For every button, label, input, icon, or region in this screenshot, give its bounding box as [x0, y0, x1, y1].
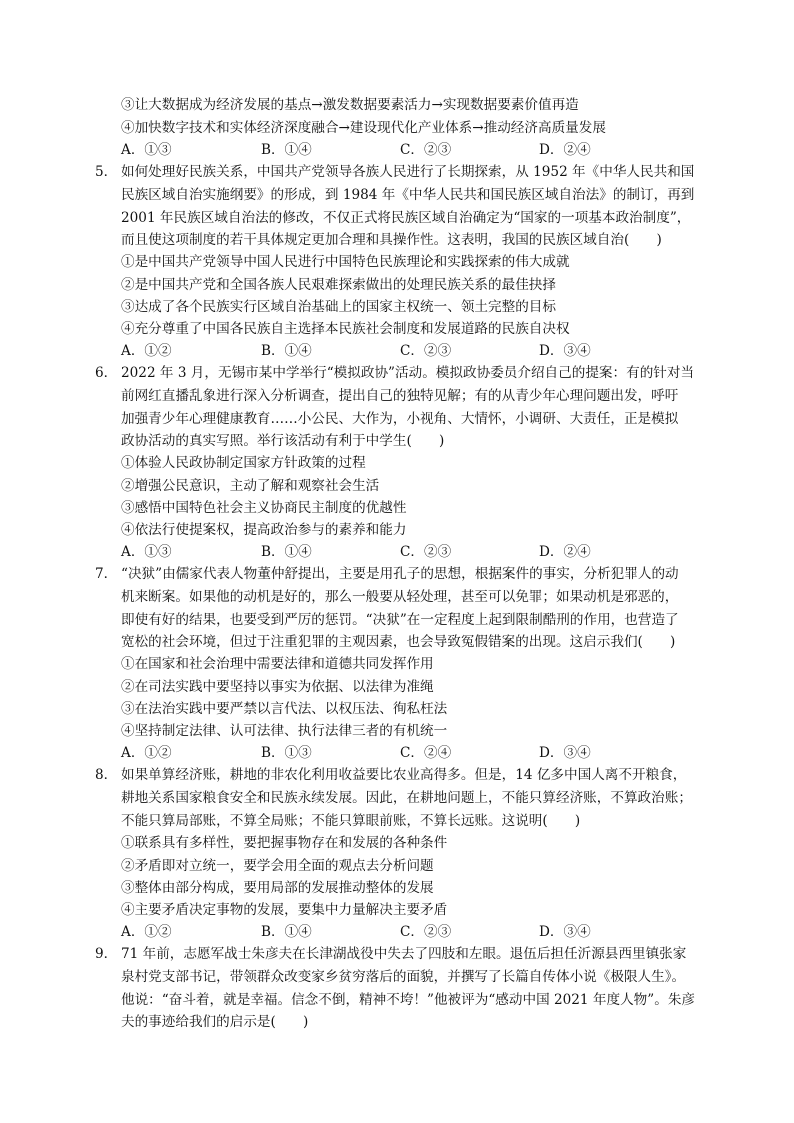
q6-stem-line: 2022 年 3 月，无锡市某中学举行“模拟政协”活动。模拟政协委员介绍自己的提案：有的针对当 — [121, 365, 695, 381]
q4-option-a[interactable]: A．①③ — [121, 142, 172, 158]
q5-stem-line: 民族区域自治实施纲要》的形成，到 1984 年《中华人民共和国民族区域自治法》的制订，再到 — [121, 187, 695, 203]
q7-item-3: ③在法治实践中要严禁以言代法、以权压法、徇私枉法 — [121, 701, 448, 717]
q8-option-c[interactable]: C．②③ — [400, 924, 452, 940]
q8-options — [121, 921, 621, 943]
q5-item-3: ③达成了各个民族实行区域自治基础上的国家主权统一、领土完整的目标 — [121, 299, 556, 315]
q6-options — [121, 541, 621, 563]
q8-stem-line: 不能只算局部账，不算全局账；不能只算眼前账，不算长远账。这说明( ) — [121, 813, 581, 829]
q7-option-d[interactable]: D．③④ — [539, 745, 591, 761]
q8-item-3: ③整体由部分构成，要用局部的发展推动整体的发展 — [121, 880, 434, 896]
q8-item-2: ②矛盾即对立统一，要学会用全面的观点去分析问题 — [121, 858, 434, 874]
q9-stem-line: 71 年前，志愿军战士朱彦夫在长津湖战役中失去了四肢和左眼。退伍后担任沂源县西里镇张家 — [121, 946, 687, 962]
q5-stem-line: 而且使这项制度的若干具体规定更加合理和具操作性。这表明，我国的民族区域自治( ) — [121, 232, 662, 248]
q5-item-4: ④充分尊重了中国各民族自主选择本民族社会制度和发展道路的民族自决权 — [121, 321, 570, 337]
q8-option-b[interactable]: B．①④ — [261, 924, 312, 940]
q6-option-b[interactable]: B．①④ — [261, 544, 312, 560]
q5-item-2: ②是中国共产党和全国各族人民艰难探索做出的处理民族关系的最佳抉择 — [121, 277, 556, 293]
q6-stem-line: 加强青少年心理健康教育……小公民、大作为，小视角、大情怀，小调研、大责任，正是模拟 — [121, 411, 679, 427]
q6-stem-line: 前网红直播乱象进行深入分析调查，提出自己的独特见解；有的从青少年心理问题出发，呼吁 — [121, 388, 679, 404]
q6-stem-line: 政协活动的真实写照。举行该活动有利于中学生( ) — [121, 433, 445, 449]
q6-number: 6． — [95, 365, 118, 381]
q5-number: 5． — [95, 164, 118, 180]
q7-item-2: ②在司法实践中要坚持以事实为依据、以法律为准绳 — [121, 679, 434, 695]
q4-option-b[interactable]: B．①④ — [261, 142, 312, 158]
q6-item-2: ②增强公民意识，主动了解和观察社会生活 — [121, 478, 380, 494]
q6-option-c[interactable]: C．②③ — [400, 544, 452, 560]
q5-stem-line: 2001 年民族区域自治法的修改，不仅正式将民族区域自治确定为“国家的一项基本政治制度”， — [121, 210, 691, 226]
q9-stem-line: 泉村党支部书记，带领群众改变家乡贫穷落后的面貌，并撰写了长篇自传体小说《极限人生》。 — [121, 969, 686, 985]
q5-option-d[interactable]: D．③④ — [539, 343, 591, 359]
q8-item-4: ④主要矛盾决定事物的发展，要集中力量解决主要矛盾 — [121, 902, 448, 918]
q4-options — [121, 139, 621, 161]
q5-stem-line: 如何处理好民族关系，中国共产党领导各族人民进行了长期探索，从 1952 年《中华人民共和国 — [121, 164, 695, 180]
q4-item-3: ③让大数据成为经济发展的基点→激发数据要素活力→实现数据要素价值再造 — [121, 97, 579, 113]
q5-options — [121, 340, 621, 362]
q4-option-d[interactable]: D．②④ — [539, 142, 591, 158]
q5-option-a[interactable]: A．①② — [121, 343, 172, 359]
q7-item-1: ①在国家和社会治理中需要法律和道德共同发挥作用 — [121, 656, 434, 672]
q8-stem-line: 耕地关系国家粮食安全和民族永续发展。因此，在耕地问题上，不能只算经济账，不算政治账； — [121, 790, 692, 806]
q6-item-3: ③感悟中国特色社会主义协商民主制度的优越性 — [121, 500, 407, 516]
q7-option-b[interactable]: B．①③ — [261, 745, 312, 761]
q8-number: 8． — [95, 767, 118, 783]
q7-option-c[interactable]: C．②④ — [400, 745, 452, 761]
q4-option-c[interactable]: C．②③ — [400, 142, 452, 158]
q9-stem-line: 他说：“奋斗着，就是幸福。信念不倒，精神不垮！”他被评为“感动中国 2021 年度人物”。朱彦 — [121, 992, 696, 1008]
q9-stem-line: 夫的事迹给我们的启示是( ) — [121, 1014, 309, 1030]
q7-stem-line: 机来断案。如果他的动机是好的，那么一般要从轻处理，甚至可以免罪；如果动机是邪恶的， — [121, 589, 679, 605]
q5-item-1: ①是中国共产党领导中国人民进行中国特色民族理论和实践探索的伟大成就 — [121, 254, 570, 270]
q4-item-4: ④加快数字技术和实体经济深度融合→建设现代化产业体系→推动经济高质量发展 — [121, 120, 606, 136]
q7-item-4: ④坚持制定法律、认可法律、执行法律三者的有机统一 — [121, 723, 448, 739]
q7-stem-line: 宽松的社会环境，但过于注重犯罪的主观因素，也会导致冤假错案的出现。这启示我们( ) — [121, 634, 676, 650]
q6-option-d[interactable]: D．②④ — [539, 544, 591, 560]
q9-number: 9． — [95, 946, 118, 962]
q5-option-c[interactable]: C．②③ — [400, 343, 452, 359]
q8-option-a[interactable]: A．①② — [121, 924, 172, 940]
q8-option-d[interactable]: D．③④ — [539, 924, 591, 940]
q7-option-a[interactable]: A．①② — [121, 745, 172, 761]
q8-item-1: ①联系具有多样性，要把握事物存在和发展的各种条件 — [121, 835, 448, 851]
q7-stem-line: “决狱”由儒家代表人物董仲舒提出，主要是用孔子的思想，根据案件的事实，分析犯罪人的动 — [121, 566, 679, 582]
q7-options — [121, 742, 621, 764]
q6-item-4: ④依法行使提案权，提高政治参与的素养和能力 — [121, 522, 407, 538]
q7-stem-line: 即使有好的结果，也要受到严厉的惩罚。“决狱”在一定程度上起到限制酷刑的作用，也营造了 — [121, 612, 679, 628]
q6-option-a[interactable]: A．①③ — [121, 544, 172, 560]
q8-stem-line: 如果单算经济账，耕地的非农化利用收益要比农业高得多。但是，14 亿多中国人离不开粮食， — [121, 767, 687, 783]
q5-option-b[interactable]: B．①④ — [261, 343, 312, 359]
q6-item-1: ①体验人民政协制定国家方针政策的过程 — [121, 455, 366, 471]
q7-number: 7． — [95, 566, 118, 582]
